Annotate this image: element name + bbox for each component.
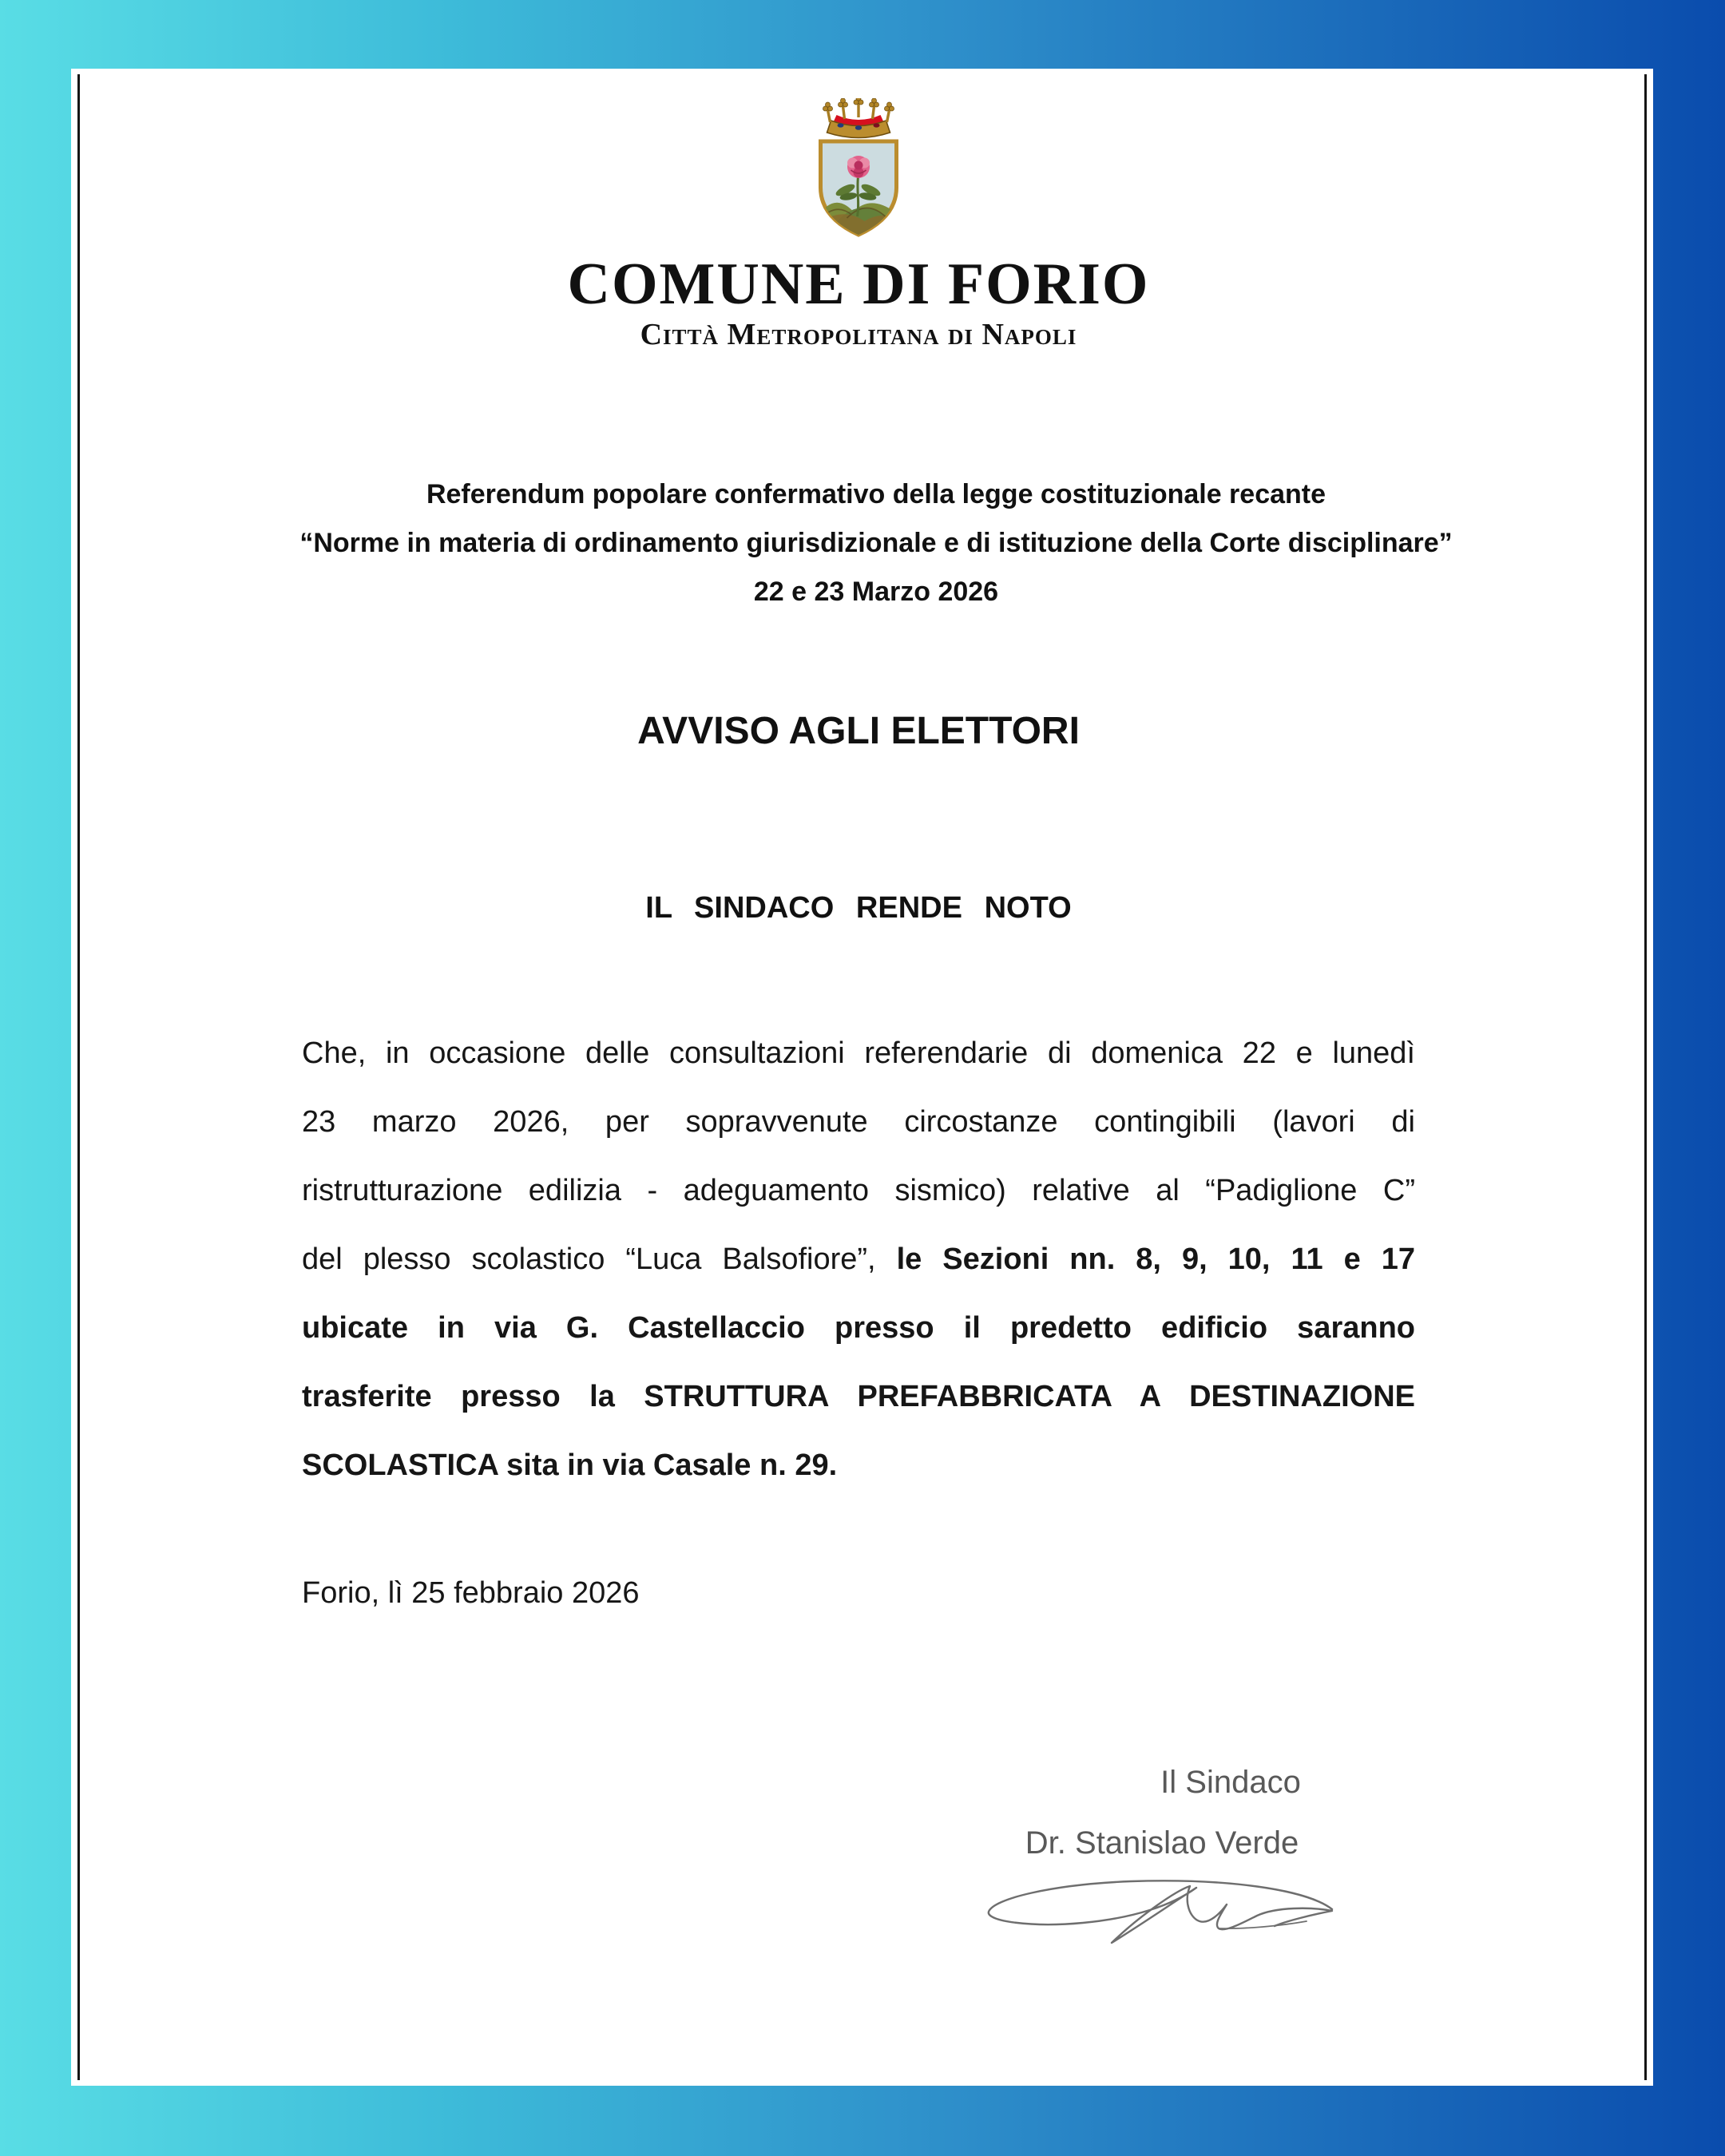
notice-announcement: IL SINDACO RENDE NOTO	[645, 891, 1072, 925]
signature-block	[973, 1763, 1420, 1953]
date-line: Forio, lì 25 febbraio 2026	[302, 1576, 640, 1610]
municipality-subtitle: Città Metropolitana di Napoli	[640, 318, 1077, 351]
notice-body	[302, 1019, 1415, 1500]
notice-body-line: ubicate in via G. Castellaccio presso il predetto edificio saranno	[302, 1311, 1415, 1345]
referendum-line-1: Referendum popolare confermativo della legge costituzionale recante	[426, 479, 1326, 509]
document-content	[299, 69, 1453, 2086]
notice-body-line: trasferite presso la STRUTTURA PREFABBRICATA A DESTINAZIONE	[302, 1380, 1415, 1413]
notice-body-line: 23 marzo 2026, per sopravvenute circostanze contingibili (lavori di	[302, 1105, 1415, 1139]
referendum-heading	[240, 470, 1512, 616]
page-border-right	[1644, 74, 1647, 2080]
page-border-left	[77, 74, 80, 2080]
crown	[823, 98, 894, 138]
signatory-role: Il Sindaco	[1160, 1765, 1301, 1800]
notice-body-line: Che, in occasione delle consultazioni referendarie di domenica 22 e lunedì	[302, 1036, 1415, 1070]
notice-body-line: SCOLASTICA sita in via Casale n. 29.	[302, 1449, 838, 1482]
referendum-line-2: “Norme in materia di ordinamento giurisdizionale e di istituzione della Corte disciplinare”	[299, 528, 1453, 558]
notice-body-line: del plesso scolastico “Luca Balsofiore”, le Sezioni nn. 8, 9, 10, 11 e 17	[302, 1242, 1416, 1276]
document-page	[71, 69, 1653, 2086]
handwritten-signature-icon	[939, 1865, 1386, 1953]
forio-coat-of-arms-icon	[302, 98, 1415, 244]
notice-body-line: ristrutturazione edilizia - adeguamento sismico) relative al “Padiglione C”	[302, 1174, 1415, 1207]
notice-title: AVVISO AGLI ELETTORI	[637, 710, 1080, 752]
signatory-name: Dr. Stanislao Verde	[1025, 1825, 1299, 1861]
referendum-line-3: 22 e 23 Marzo 2026	[753, 577, 999, 607]
municipality-name: COMUNE DI FORIO	[567, 252, 1150, 317]
